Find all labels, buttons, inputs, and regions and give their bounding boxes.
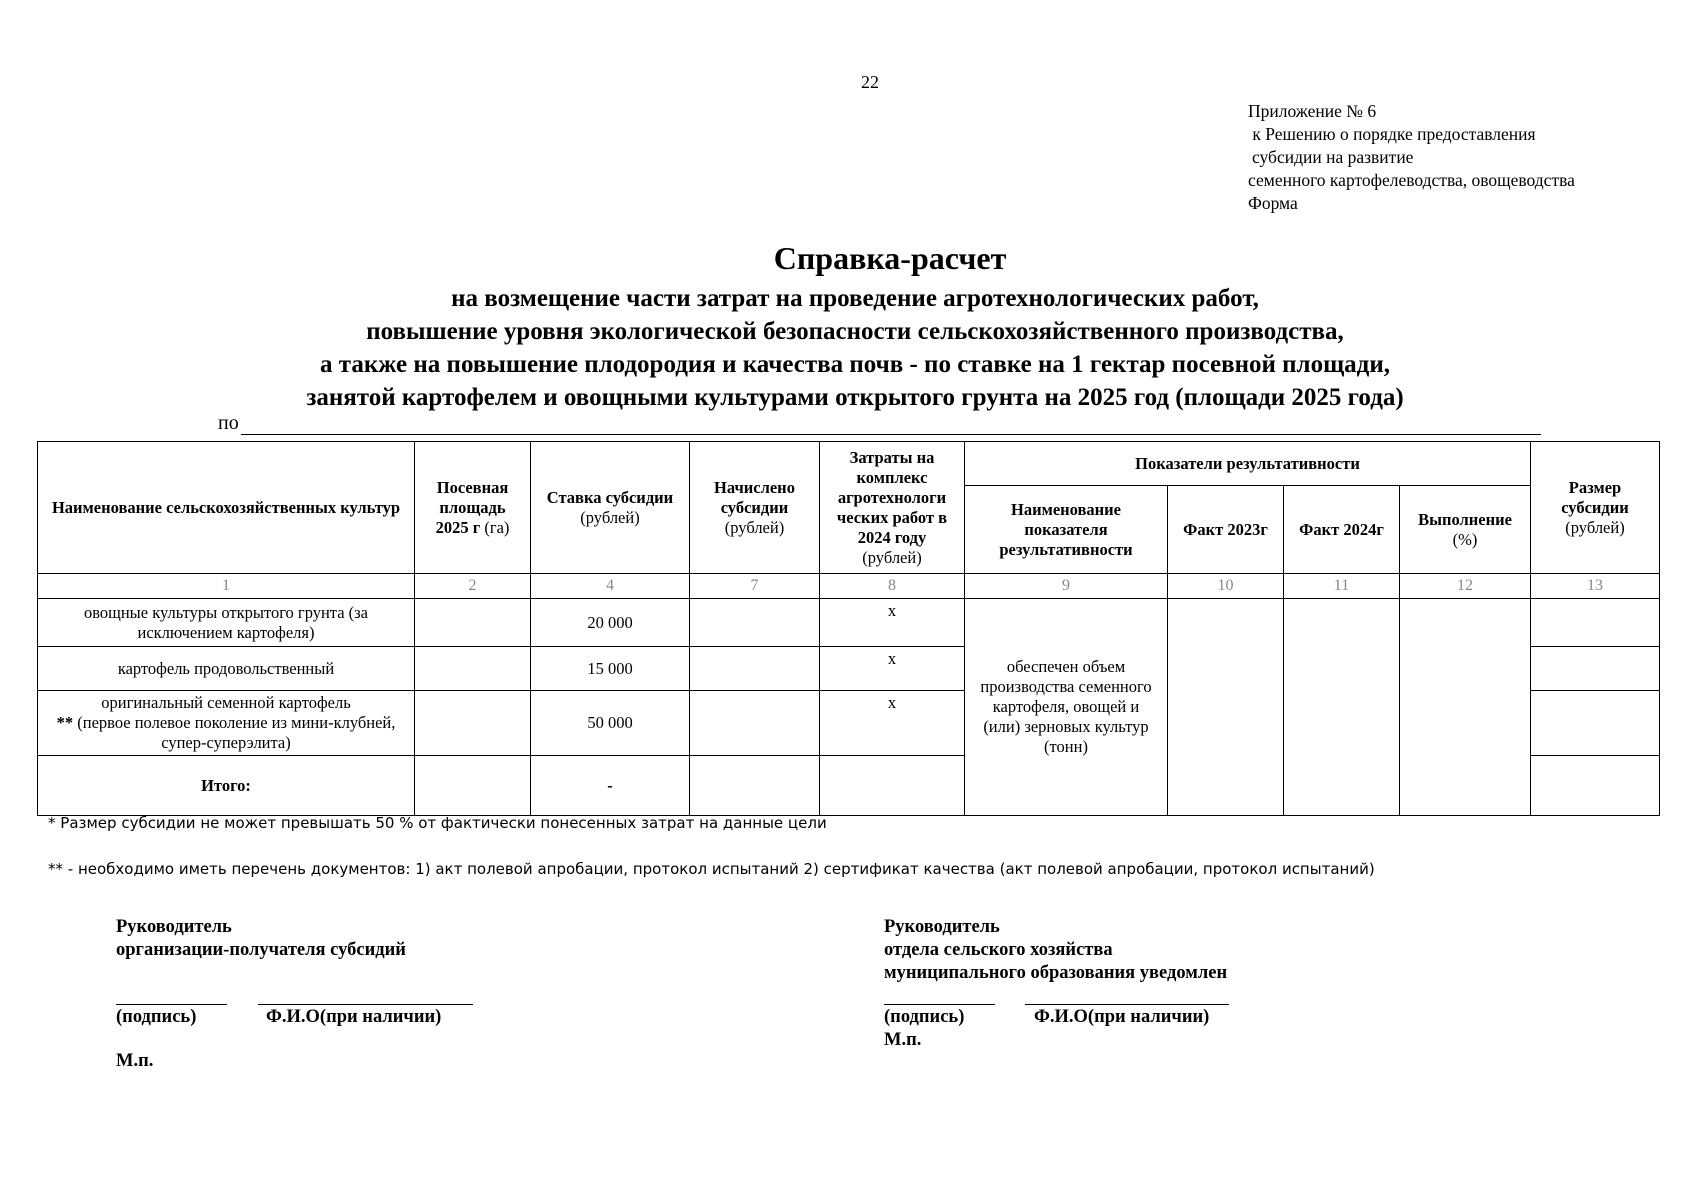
accrued-input-cell[interactable]	[690, 647, 820, 691]
total-rate-cell: -	[531, 756, 690, 816]
column-number: 13	[1531, 574, 1660, 599]
appendix-line-4: семенного картофелеводства, овощеводства	[1248, 170, 1575, 190]
left-signature-line2: организации-получателя субсидий	[116, 940, 406, 960]
accrued-input-cell[interactable]	[690, 599, 820, 647]
header-crop-name: Наименование сельскохозяйственных культур	[38, 442, 415, 574]
fact-2024-input-cell[interactable]	[1284, 599, 1400, 816]
costs-cell: х	[820, 599, 965, 647]
column-number: 7	[690, 574, 820, 599]
header-indicators-group: Показатели результативности	[965, 442, 1531, 486]
subtitle-line-3: а также на повышение плодородия и качества почв - по ставке на 1 гектар посевной площади,	[320, 351, 1390, 378]
header-subsidy-size-label: Размер субсидии	[1561, 477, 1629, 517]
column-number: 12	[1400, 574, 1531, 599]
right-signature-line1: Руководитель	[884, 917, 1000, 937]
header-completion-label: Выполнение	[1418, 509, 1512, 529]
appendix-line-2: к Решению о порядке предоставления	[1248, 124, 1536, 144]
document-title: Справка-расчет	[773, 240, 1007, 276]
header-indicator-name: Наименование показателя результативности	[965, 486, 1168, 574]
header-rate-unit: (рублей)	[580, 507, 640, 527]
column-number: 10	[1168, 574, 1284, 599]
left-name-fill-line[interactable]	[258, 1004, 473, 1005]
left-stamp-label: М.п.	[116, 1051, 154, 1071]
header-rate	[531, 442, 690, 574]
footnote-1: * Размер субсидии не может превышать 50 % от фактически понесенных затрат на данные цели	[48, 814, 827, 832]
column-number: 4	[531, 574, 690, 599]
appendix-line-5: Форма	[1248, 193, 1298, 213]
fact-2023-input-cell[interactable]	[1168, 599, 1284, 816]
appendix-note	[1248, 100, 1575, 215]
area-input-cell[interactable]	[415, 691, 531, 756]
left-name-label: Ф.И.О(при наличии)	[266, 1007, 442, 1027]
po-label: по	[218, 412, 239, 434]
crop-name-cell: овощные культуры открытого грунта (за исключением картофеля)	[38, 599, 415, 647]
appendix-line-1: Приложение № 6	[1248, 101, 1377, 121]
table-row	[38, 599, 1660, 647]
column-number: 9	[965, 574, 1168, 599]
completion-input-cell[interactable]	[1400, 599, 1531, 816]
right-signature-line2: отдела сельского хозяйства	[884, 940, 1113, 960]
area-input-cell[interactable]	[415, 599, 531, 647]
crop-name-line2: (первое полевое поколение из мини-клубней, супер-суперэлита)	[73, 713, 400, 752]
rate-cell: 15 000	[531, 647, 690, 691]
header-fact-2023: Факт 2023г	[1168, 486, 1284, 574]
accrued-input-cell[interactable]	[690, 691, 820, 756]
calculation-table	[37, 441, 1660, 816]
crop-name-marker: **	[56, 713, 74, 732]
column-number: 8	[820, 574, 965, 599]
column-number: 11	[1284, 574, 1400, 599]
total-accrued-cell[interactable]	[690, 756, 820, 816]
subtitle-line-2: повышение уровня экологической безопасности сельскохозяйственного производства,	[366, 318, 1344, 345]
right-stamp-label: М.п.	[884, 1030, 922, 1050]
right-signature-line3: муниципального образования уведомлен	[884, 963, 1228, 983]
left-signature-line1: Руководитель	[116, 917, 232, 937]
footnote-2: ** - необходимо иметь перечень документов: 1) акт полевой апробации, протокол испытаний 2) сертификат качества (акт полевой апробации, протокол испытаний)	[48, 860, 1375, 878]
header-costs-label: Затраты на комплекс агротехнологи ческих работ в 2024 году	[836, 447, 948, 547]
header-completion-unit: (%)	[1452, 529, 1478, 549]
left-signature-title	[116, 916, 406, 962]
header-area-line2: 2025 г	[435, 517, 481, 537]
right-name-fill-line[interactable]	[1025, 1004, 1229, 1005]
rate-cell: 50 000	[531, 691, 690, 756]
subsidy-size-input-cell[interactable]	[1531, 691, 1660, 756]
recipient-fill-line[interactable]	[241, 414, 1541, 435]
total-subsidy-size-cell[interactable]	[1531, 756, 1660, 816]
header-costs	[820, 442, 965, 574]
total-costs-cell[interactable]	[820, 756, 965, 816]
rate-cell: 20 000	[531, 599, 690, 647]
area-input-cell[interactable]	[415, 647, 531, 691]
header-accrued	[690, 442, 820, 574]
header-accrued-label: Начислено субсидии	[714, 477, 795, 517]
left-signature-fill-line[interactable]	[116, 1004, 227, 1005]
recipient-line	[218, 412, 1541, 435]
costs-cell: х	[820, 647, 965, 691]
costs-cell: х	[820, 691, 965, 756]
header-completion	[1400, 486, 1531, 574]
crop-name-line1: оригинальный семенной картофель	[101, 693, 351, 712]
right-signature-title	[884, 916, 1227, 985]
indicator-name-cell: обеспечен объем производства семенного картофеля, овощей и (или) зерновых культур (тонн)	[965, 599, 1168, 816]
header-area-unit: (га)	[484, 517, 510, 537]
appendix-line-3: субсидии на развитие	[1252, 147, 1414, 167]
header-subsidy-size	[1531, 442, 1660, 574]
subsidy-size-input-cell[interactable]	[1531, 647, 1660, 691]
header-area-line1: Посевная площадь	[436, 477, 509, 517]
left-sign-label: (подпись)	[116, 1007, 197, 1027]
column-number: 2	[415, 574, 531, 599]
header-accrued-unit: (рублей)	[724, 517, 785, 537]
right-sign-label: (подпись)	[884, 1007, 965, 1027]
header-fact-2024: Факт 2024г	[1284, 486, 1400, 574]
total-label: Итого:	[38, 756, 415, 816]
header-subsidy-size-unit: (рублей)	[1565, 517, 1625, 537]
crop-name-cell: картофель продовольственный	[38, 647, 415, 691]
subtitle-line-4: занятой картофелем и овощными культурами открытого грунта на 2025 год (площади 2025 года)	[306, 384, 1404, 411]
header-costs-unit: (рублей)	[862, 547, 922, 567]
header-area	[415, 442, 531, 574]
document-subtitle	[0, 282, 1698, 414]
column-number: 1	[38, 574, 415, 599]
right-name-label: Ф.И.О(при наличии)	[1034, 1007, 1210, 1027]
column-number-row	[38, 574, 1660, 599]
right-signature-fill-line[interactable]	[884, 1004, 995, 1005]
subtitle-line-1: на возмещение части затрат на проведение агротехнологических работ,	[451, 285, 1259, 312]
total-area-cell[interactable]	[415, 756, 531, 816]
crop-name-cell	[38, 691, 415, 756]
header-rate-label: Ставка субсидии	[546, 487, 674, 507]
page-number: 22	[861, 72, 879, 92]
subsidy-size-input-cell[interactable]	[1531, 599, 1660, 647]
